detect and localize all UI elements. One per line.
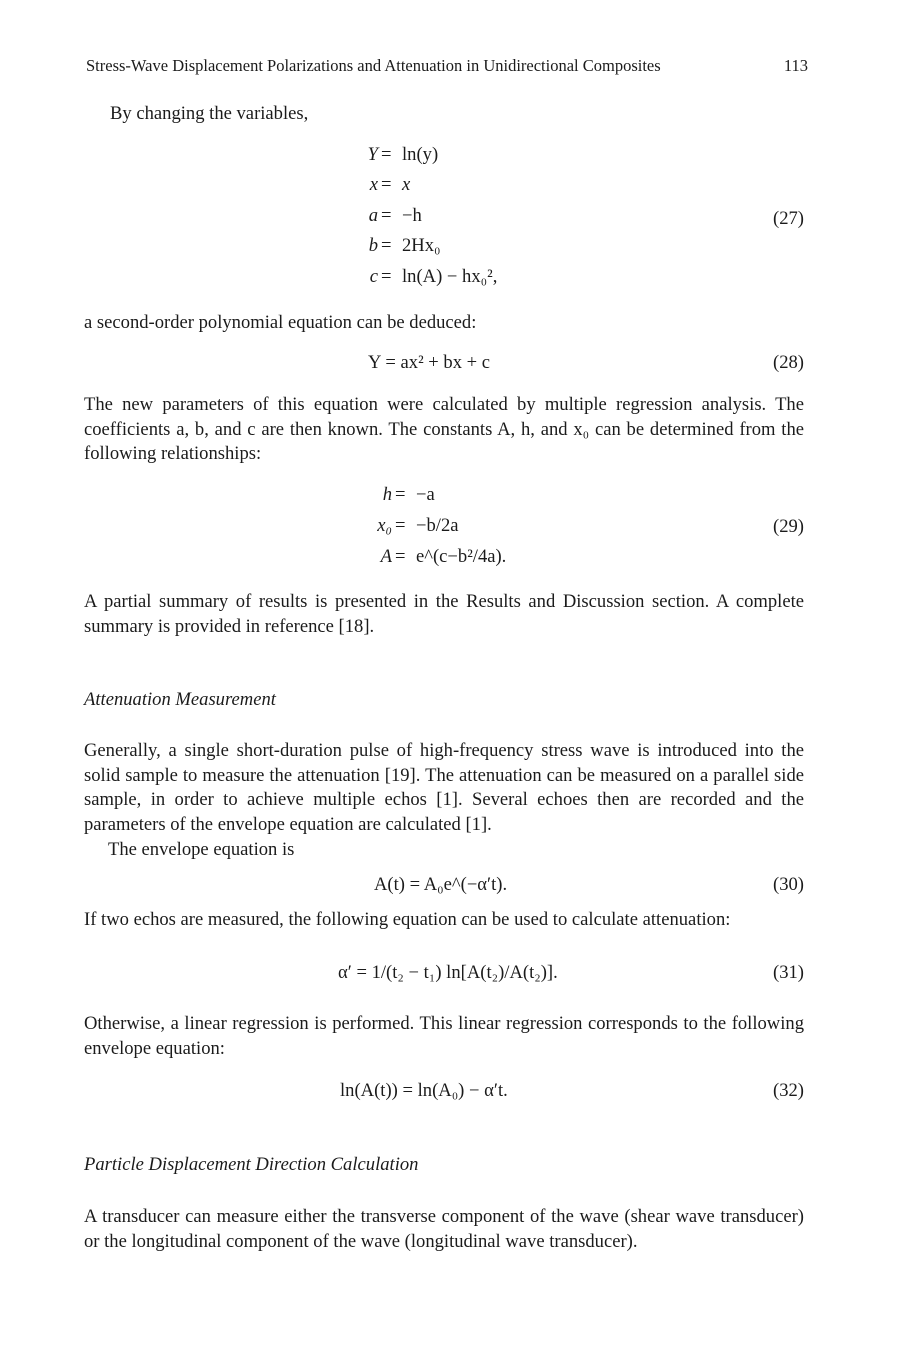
eq29-row-lhs: A	[380, 546, 392, 567]
eq31-number: (31)	[773, 962, 804, 983]
text-two-echos: If two echos are measured, the following equation can be used to calculate attenuation:	[84, 909, 731, 930]
heading-attenuation: Attenuation Measurement	[84, 689, 276, 710]
eq27-number: (27)	[773, 208, 804, 229]
eq29-row-rhs: −a	[416, 484, 435, 505]
text-linear: Otherwise, a linear regression is performed. This linear regression corresponds to the following envelope equation:	[84, 1013, 804, 1059]
text-polynomial: a second-order polynomial equation can be deduced:	[84, 312, 477, 333]
running-head: Stress-Wave Displacement Polarizations and Attenuation in Unidirectional Composites	[86, 56, 661, 75]
eq29-row-lhs: h	[382, 484, 392, 505]
eq27-row-lhs: a	[368, 205, 378, 226]
equation-27: Y = ln(y) x = x a = −h b = 2Hx₀ c = ln(A) − hx₀²,	[356, 144, 556, 304]
eq27-row-lhs: c	[369, 266, 378, 287]
eq27-row-rhs: x	[402, 174, 411, 195]
intro-text: By changing the variables,	[110, 103, 309, 124]
eq32-number: (32)	[773, 1080, 804, 1101]
eq27-row-rhs: −h	[402, 205, 422, 226]
text-summary: A partial summary of results is presented in the Results and Discussion section. A complete summary is provided in reference [18].	[84, 591, 804, 637]
eq29-number: (29)	[773, 516, 804, 537]
eq27-row-rhs: ln(A) − hx₀²,	[402, 266, 498, 287]
eq27-row-rhs: 2Hx₀	[402, 235, 441, 256]
heading-particle: Particle Displacement Direction Calculation	[84, 1154, 419, 1175]
text-envelope: The envelope equation is	[108, 839, 295, 860]
text-parameters: The new parameters of this equation were calculated by multiple regression analysis. The coefficients a, b, and c are then known. The constants A, h, and x₀ can be determined from the following relationships:	[84, 394, 804, 464]
eq27-row-lhs: x	[369, 174, 378, 195]
eq27-row-lhs: Y	[367, 144, 378, 165]
equation-30: A(t) = A₀e^(−α′t).	[374, 874, 508, 895]
text-transducer: A transducer can measure either the transverse component of the wave (shear wave transducer) or the longitudinal component of the wave (longitudinal wave transducer).	[84, 1206, 804, 1252]
eq29-row-lhs: x₀	[377, 515, 392, 536]
eq30-number: (30)	[773, 874, 804, 895]
equation-31: α′ = 1/(t₂ − t₁) ln[A(t₂)/A(t₂)].	[338, 962, 558, 983]
equation-28: Y = ax² + bx + c	[368, 352, 491, 373]
equation-32: ln(A(t)) = ln(A₀) − α′t.	[340, 1080, 508, 1101]
page-header	[86, 56, 808, 78]
equation-29: h = −a x₀ = −b/2a A = e^(c−b²/4a).	[370, 484, 570, 584]
text-attenuation: Generally, a single short-duration pulse of high-frequency stress wave is introduced into the solid sample to measure the attenuation [19]. The attenuation can be measured on a parallel side sample, in order to achieve multiple echos [1]. Several echoes then are recorded and the parameters of the envelope equation are calculated [1].	[84, 740, 804, 835]
eq29-row-rhs: −b/2a	[416, 515, 459, 536]
eq29-row-rhs: e^(c−b²/4a).	[416, 546, 507, 567]
eq28-number: (28)	[773, 352, 804, 373]
page-number: 113	[783, 56, 808, 75]
eq27-row-rhs: ln(y)	[402, 144, 439, 165]
eq27-row-lhs: b	[368, 235, 378, 256]
